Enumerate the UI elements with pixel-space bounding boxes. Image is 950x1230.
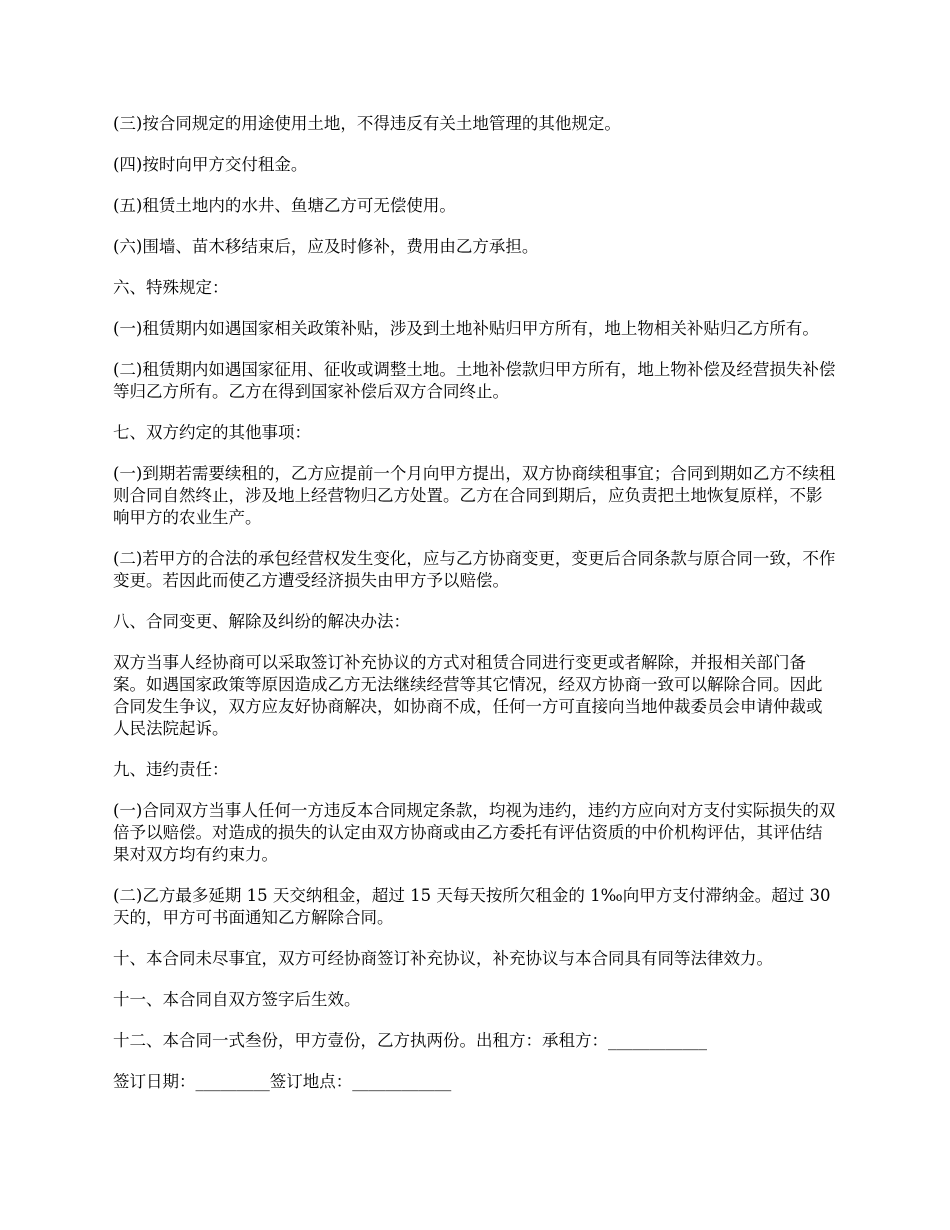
- clause-3-land-use: (三)按合同规定的用途使用土地，不得违反有关土地管理的其他规定。: [113, 114, 621, 133]
- section-heading-special-provisions: 六、特殊规定：: [113, 278, 229, 297]
- document-body: [113, 113, 838, 1112]
- special-clause-1-subsidy: (一)租赁期内如遇国家相关政策补贴，涉及到土地补贴归甲方所有，地上物相关补贴归乙方所有。: [113, 319, 819, 338]
- breach-clause-1-compensation: (一)合同双方当事人任何一方违反本合同规定条款，均视为违约，违约方应向对方支付实际损失的双倍予以赔偿。对造成的损失的认定由双方协商或由乙方委托有评估资质的中价机构评估，其评估结果对双方均有约束力。: [113, 801, 836, 864]
- section-12-copies-signatures: 十二、本合同一式叁份，甲方壹份，乙方执两份。出租方：承租方：____________: [113, 1031, 707, 1050]
- section-heading-breach-liability: 九、违约责任：: [113, 760, 229, 779]
- signing-date-location: 签订日期：_________签订地点：____________: [113, 1072, 452, 1091]
- other-clause-2-rights-change: (二)若甲方的合法的承包经营权发生变化，应与乙方协商变更，变更后合同条款与原合同一致，不作变更。若因此而使乙方遭受经济损失由甲方予以赔偿。: [113, 549, 836, 590]
- other-clause-1-renewal: (一)到期若需要续租的，乙方应提前一个月向甲方提出，双方协商续租事宜；合同到期如乙方不续租则合同自然终止，涉及地上经营物归乙方处置。乙方在合同到期后，应负责把土地恢复原样，不影响甲方的农业生产。: [113, 464, 836, 527]
- breach-clause-2-late-payment: (二)乙方最多延期 15 天交纳租金，超过 15 天每天按所欠租金的 1‰向甲方支付滞纳金。超过 30 天的，甲方可书面通知乙方解除合同。: [113, 886, 831, 927]
- clause-5-wells-ponds: (五)租赁土地内的水井、鱼塘乙方可无偿使用。: [113, 196, 456, 215]
- section-heading-dispute-resolution: 八、合同变更、解除及纠纷的解决办法：: [113, 612, 410, 631]
- clause-4-rent-payment: (四)按时向甲方交付租金。: [113, 155, 308, 174]
- section-11-effective: 十一、本合同自双方签字后生效。: [113, 990, 361, 1009]
- dispute-resolution-text: 双方当事人经协商可以采取签订补充协议的方式对租赁合同进行变更或者解除，并报相关部门备案。如遇国家政策等原因造成乙方无法继续经营等其它情况，经双方协商一致可以解除合同。因此合同发生争议，双方应友好协商解决，如协商不成，任何一方可直接向当地仲裁委员会申请仲裁或人民法院起诉。: [113, 653, 823, 738]
- section-heading-other-matters: 七、双方约定的其他事项：: [113, 423, 311, 442]
- clause-6-walls-repair: (六)围墙、苗木移结束后，应及时修补，费用由乙方承担。: [113, 237, 539, 256]
- special-clause-2-expropriation: (二)租赁期内如遇国家征用、征收或调整土地。土地补偿款归甲方所有，地上物补偿及经营损失补偿等归乙方所有。乙方在得到国家补偿后双方合同终止。: [113, 360, 836, 401]
- section-10-supplementary: 十、本合同未尽事宜，双方可经协商签订补充协议，补充协议与本合同具有同等法律效力。: [113, 949, 773, 968]
